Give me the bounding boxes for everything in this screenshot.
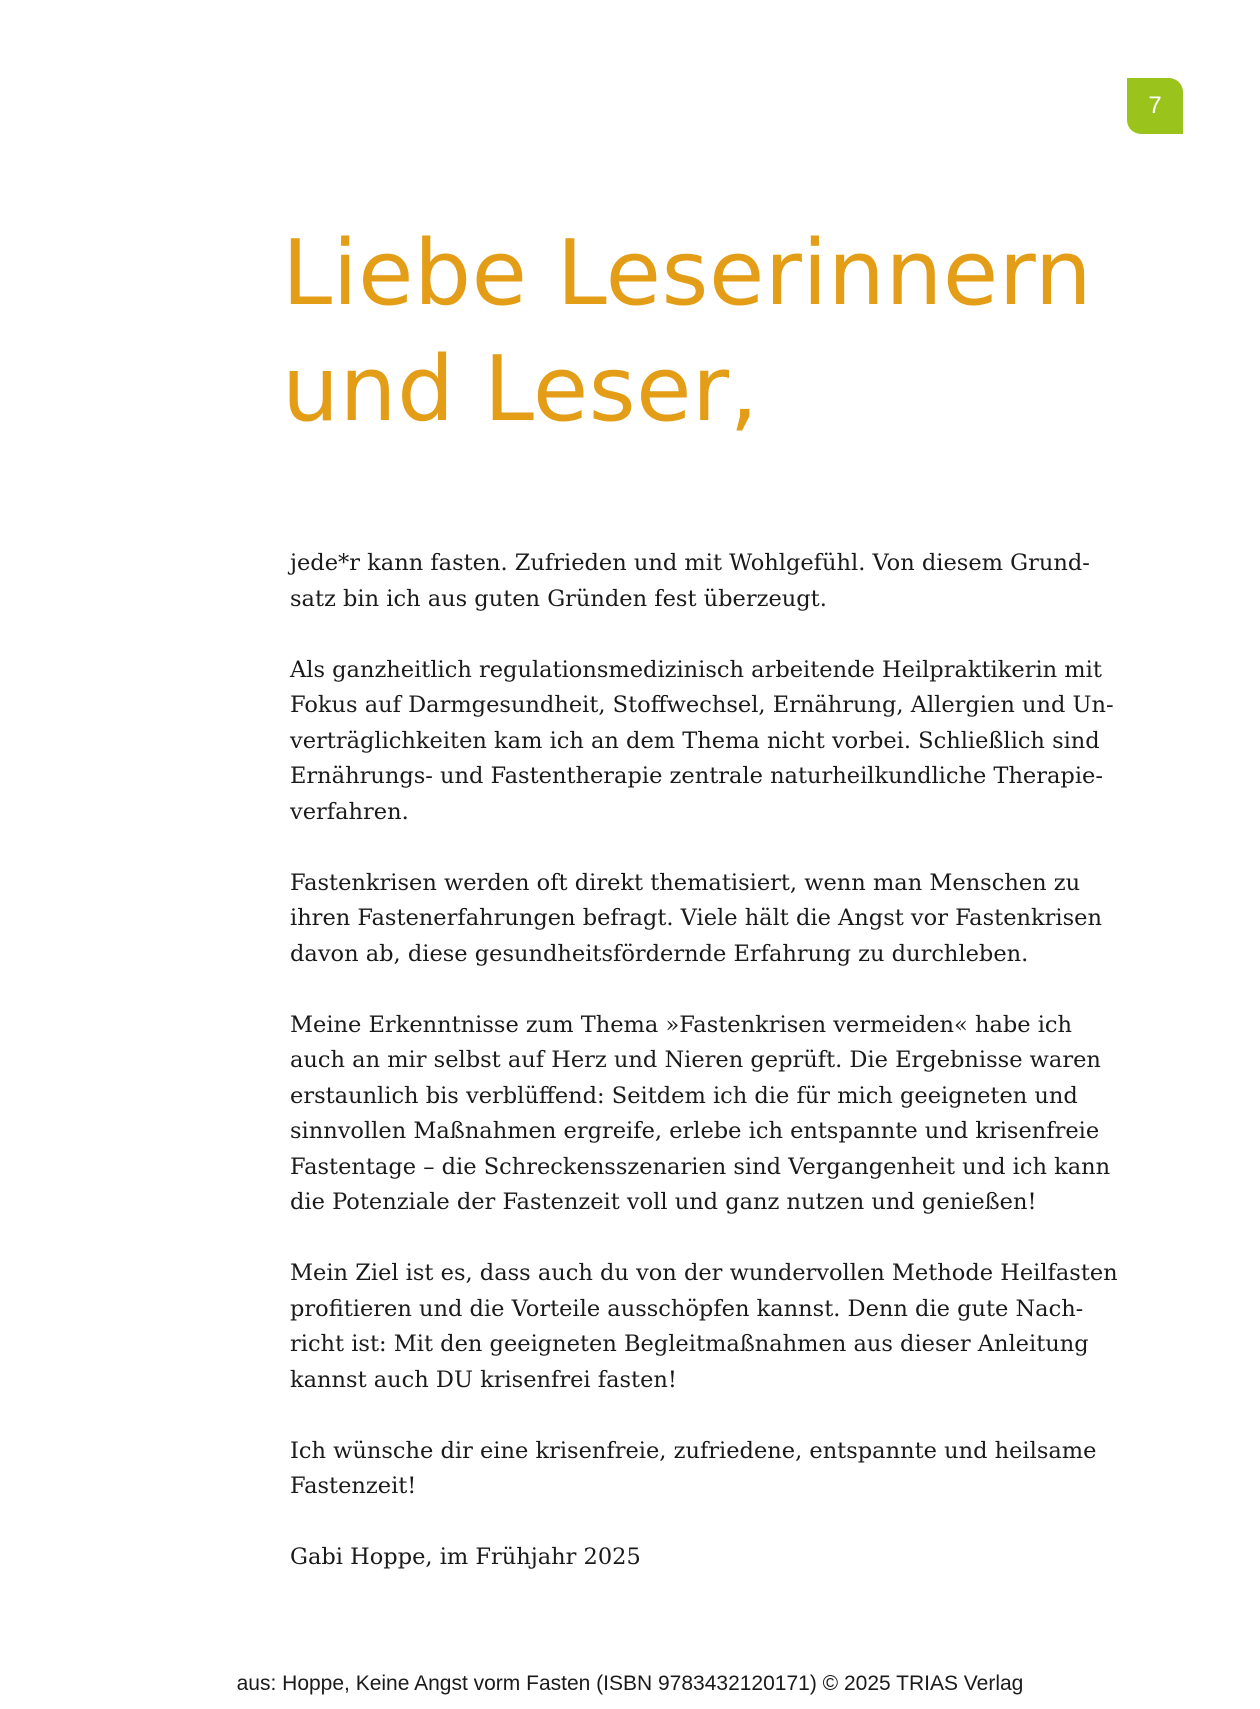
text-line: Als ganzheitlich regulationsmedizinisch arbeitende Heilpraktikerin mit — [290, 656, 1102, 683]
text-line: verträglichkeiten kam ich an dem Thema nicht vorbei. Schließlich sind — [290, 727, 1100, 754]
paragraph — [290, 866, 1120, 973]
page-number: 7 — [1148, 92, 1162, 119]
page-title-line-2: und Leser, — [282, 337, 759, 442]
paragraph — [290, 653, 1120, 831]
text-line: richt ist: Mit den geeigneten Begleitmaßnahmen aus dieser Anleitung — [290, 1331, 1089, 1357]
text-line: Meine Erkenntnisse zum Thema »Fastenkrisen vermeiden« habe ich — [290, 1011, 1073, 1038]
text-line: sinnvollen Maßnahmen ergreife, erlebe ich entspannte und krisenfreie — [290, 1118, 1100, 1144]
copyright-footer: aus: Hoppe, Keine Angst vorm Fasten (ISBN 9783432120171) © 2025 TRIAS Verlag — [236, 1672, 1024, 1695]
text-line: Fastentage – die Schreckensszenarien sind Vergangenheit und ich kann — [290, 1153, 1111, 1180]
text-line: Fokus auf Darmgesundheit, Stoffwechsel, Ernährung, Allergien und Un- — [290, 692, 1114, 718]
text-line: die Potenziale der Fastenzeit voll und ganz nutzen und genießen! — [290, 1189, 1037, 1215]
text-line: Fastenkrisen werden oft direkt thematisiert, wenn man Menschen zu — [290, 869, 1081, 896]
text-line: ihren Fastenerfahrungen befragt. Viele hält die Angst vor Fastenkrisen — [290, 905, 1102, 931]
paragraph — [290, 1256, 1120, 1398]
text-line: Ernährungs- und Fastentherapie zentrale naturheilkundliche Therapie- — [290, 763, 1103, 789]
text-line: jede*r kann fasten. Zufrieden und mit Wohlgefühl. Von diesem Grund- — [290, 550, 1090, 576]
text-line: profitieren und die Vorteile ausschöpfen kannst. Denn die gute Nach- — [290, 1295, 1084, 1322]
text-line: kannst auch DU krisenfrei fasten! — [290, 1366, 677, 1393]
page-number-badge — [1127, 78, 1183, 134]
paragraph — [290, 546, 1120, 617]
text-line: Ich wünsche dir eine krisenfreie, zufriedene, entspannte und heilsame — [290, 1437, 1097, 1464]
signature: Gabi Hoppe, im Frühjahr 2025 — [290, 1544, 641, 1570]
text-line: satz bin ich aus guten Gründen fest überzeugt. — [290, 585, 827, 612]
text-line: verfahren. — [290, 798, 409, 825]
text-line: erstaunlich bis verblüffend: Seitdem ich die für mich geeigneten und — [290, 1082, 1078, 1109]
letter-body — [290, 546, 1120, 1611]
paragraph — [290, 1434, 1120, 1505]
page-title-line-1: Liebe Leserinnern — [282, 221, 1093, 326]
page-title — [282, 216, 1182, 448]
text-line: auch an mir selbst auf Herz und Nieren geprüft. Die Ergebnisse waren — [290, 1047, 1101, 1073]
paragraph — [290, 1008, 1120, 1221]
text-line: Fastenzeit! — [290, 1473, 417, 1499]
text-line: davon ab, diese gesundheitsfördernde Erfahrung zu durchleben. — [290, 940, 1029, 967]
text-line: Mein Ziel ist es, dass auch du von der wundervollen Methode Heilfasten — [290, 1260, 1118, 1286]
